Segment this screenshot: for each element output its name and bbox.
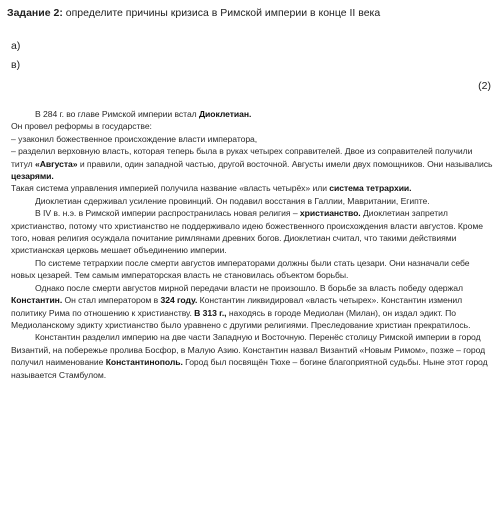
text-run: Такая система управления империей получила название «власть четырёх» или [11, 183, 330, 194]
text-run: Он стал императором в [62, 295, 161, 306]
bold-term: система тетрархии. [329, 183, 412, 194]
bold-term: христианство. [299, 208, 361, 219]
bold-term: Константинополь. [105, 357, 183, 368]
bold-term: 324 году. [160, 295, 198, 306]
task-text: определите причины кризиса в Римской империи в конце II века [65, 7, 381, 19]
paragraph [11, 120, 495, 132]
bold-term: «Августа» [34, 158, 78, 169]
paragraph [11, 257, 495, 282]
score-label: (2) [478, 80, 491, 92]
text-run: Константин разделил империю на две части Западную и Восточную. Перенёс столицу Римской империи в город Византий, на побережье пролива Босфор, в Малую Азию. Константин назвал Византий «Новым Римом», позже – город получил наименование [11, 332, 486, 368]
task-line [7, 6, 493, 20]
paragraph [11, 145, 495, 182]
text-run: В 284 г. во главе Римской империи встал [35, 109, 199, 119]
text-run: находясь в городе Медиолан (Милан), он издал эдикт. По Медиоланскому эдикту христианство было уравнено с другими религиями. Преследование христиан прекратилось. [11, 307, 471, 330]
paragraph [11, 182, 495, 194]
task-label: Задание 2: [7, 7, 63, 19]
answer-b-label: в) [11, 59, 21, 71]
text-run: – разделил верховную власть, которая теперь была в руках четырех соправителей. Двое из соправителей получили титул [11, 146, 473, 169]
paragraph [11, 195, 495, 207]
text-run: Однако после смерти августов мирной передачи власти не произошло. В борьбе за власть победу одержал [35, 282, 463, 293]
paragraph [11, 331, 495, 381]
text-run: – узаконил божественное происхождение власти императора, [11, 133, 258, 144]
text-run: Город был посвящён Тюхе – богине благоприятной судьбы. Ныне этот город называется Стамбулом. [11, 357, 488, 380]
text-run: Он провел реформы в государстве: [11, 121, 152, 132]
text-run: В IV в. н.э. в Римской империи распространилась новая религия – [35, 208, 300, 219]
paragraph [11, 108, 495, 120]
bold-term: Диоклетиан. [198, 109, 252, 119]
paragraph [11, 282, 495, 332]
text-body [11, 108, 495, 381]
text-run: и правили, один западной частью, другой восточной. Августы имели двух помощников. Они назывались [77, 158, 493, 169]
text-run: Диоклетиан запретил христианство, потому что христианство не поддерживало идею божественного происхождения власти августов. Кроме того, новая религия осуждала почитание римлянами древних богов. Диоклетиан считал, что такими действиями христианская церковь мешает объединению империи. [11, 208, 483, 256]
task-header [7, 6, 493, 92]
text-run: Диоклетиан сдерживал усиление провинций. Он подавил восстания в Галлии, Мавритании, Египте. [35, 195, 430, 206]
answer-a-label: а) [11, 40, 21, 52]
paragraph [11, 207, 495, 257]
text-run: По системе тетрархии после смерти августов императорами должны были стать цезари. Они назначали себе новых цезарей. Тем самым императорская власть не становилась объектом борьбы. [11, 257, 470, 281]
bold-term: цезарями. [11, 171, 54, 182]
bold-term: Константин. [11, 295, 63, 306]
text-run: Константин ликвидировал «власть четырех». Константин изменил политику Рима по отношению к христианству. [11, 295, 463, 318]
paragraph [11, 133, 495, 145]
bold-term: В 313 г., [194, 307, 227, 318]
